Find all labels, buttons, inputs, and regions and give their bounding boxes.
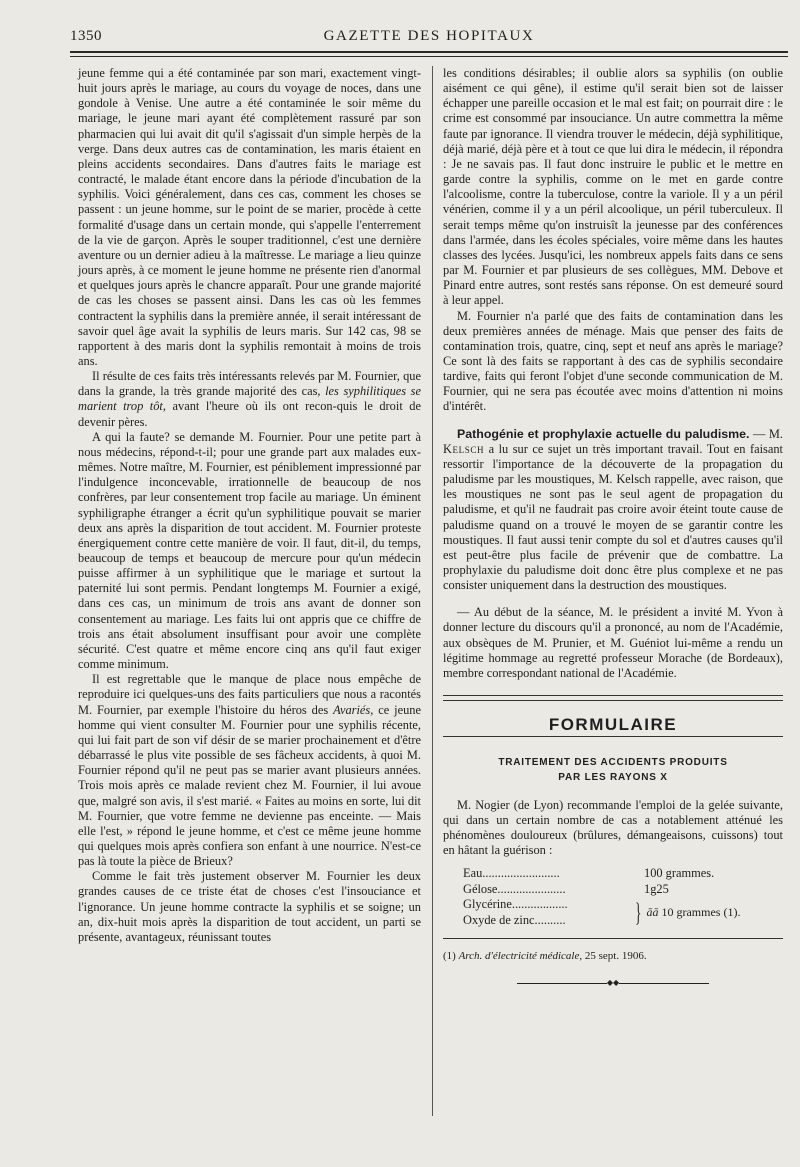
journal-title: GAZETTE DES HOPITAUX (323, 28, 535, 44)
paragraph-paludisme (443, 427, 783, 594)
section-heading: Pathogénie et prophylaxie actuelle du paludisme. (457, 426, 750, 441)
ingredient-name: Gélose...................... (463, 881, 566, 896)
emphasis-text: Avariés (333, 702, 371, 717)
right-column (443, 66, 783, 990)
formulaire-subtitle: TRAITEMENT DES ACCIDENTS PRODUITS (498, 757, 728, 769)
footnote (443, 949, 783, 963)
left-column (78, 66, 421, 945)
group-names (463, 897, 638, 928)
column-separator (432, 66, 433, 1116)
footnote-date: , 25 sept. 1906. (579, 950, 647, 963)
page-number: 1350 (70, 28, 102, 44)
ingredient-name: Oxyde de zinc.......... (463, 912, 566, 927)
text-run: — M. (749, 426, 783, 441)
text-run: , ce jeune homme qui vient consulter M. Fournier pour une syphilis récente, qui lui fait part de son vif désir de se marier prochainement et d'être débarrassé le plus vite possible de ses fâcheux accidents, à quoi M. Fournier répond qu'il ne peut pas se marier avant plusieurs années. Trois mois après ce malade revient chez M. Fournier, il lui avoue que, malgré son avis, il s'est marié. « Faites au moins en sorte, lui dit M. Fournier, que votre femme ne devienne pas enceinte. — Mais elle l'est, » répond le jeune homme, et c'est ce même jeune homme qui quelques mois après confiera son enfant à une nourrice. N'est-ce pas là toute la pièce de Brieux? (78, 702, 422, 869)
paragraph: les conditions désirables; il oublie alors sa syphilis (on oublie aisément ce qui gêne), il estime qu'il serait bien sot de laisser échapper une pareille occasion et le mal est fait; on pourrait dire : le crime est consommé par insouciance. Un autre commettra la même faute par ignorance. Il viendra trouver le médecin, déjà syphilitique, déjà marié, déjà père et à tout ce que lui dira le médecin, il répondra : Je ne savais pas. Il faut donc instruire le public et le mettre en garde contre la syphilis, comme on le met en garde contre l'alcoolisme, contre la tuberculose, contre la variole. Il y a un péril vénérien, comme il y a un péril alcoolique, un péril tuberculeux. Il serait temps même qu'on instruisît la jeunesse par des conférences dans l'armée, dans les écoles spéciales, voire même dans les hautes classes des lycées. Jusqu'ici, les nombreux appels faits dans ce sens par M. Fournier et par plusieurs de ses collègues, MM. Debove et Pinard entre autres, sont restés sans réponse. On est demeuré sourd à leur appel. (443, 66, 783, 308)
header-rule-thin (70, 56, 788, 57)
text-run: , avant l'heure où ils ont recon-quis le droit de devenir pères. (78, 399, 421, 429)
footnote-number: (1) (443, 950, 456, 963)
text-run: a lu sur ce sujet un très important travail. Tout en faisant ressortir l'importance de la découverte de la propagation du paludisme par les moustiques, M. Kelsch rappelle, avec raison, que les moustiques ne sont pas le seul agent de propagation du paludisme, et qu'il ne faudrait pas croire avoir éteint toute cause de paludisme quand on a trouvé le moyen de se garantir contre les moustiques. Il faut aussi tenir compte du sol et d'autres causes qu'il est peut-être plus facile de prévenir que de combattre. La prophylaxie du paludisme doit donc être plus complexe et ne pas consister uniquement dans la destruction des moustiques. (443, 441, 783, 593)
formulaire-subtitle: PAR LES RAYONS X (558, 772, 668, 784)
emphasis-text: les syphilitiques se marient trop tôt (78, 384, 422, 414)
recipe-item (463, 866, 783, 882)
group-amount (646, 905, 740, 921)
text-run: Il est regrettable que le manque de place nous empêche de reproduire ici quelques-uns des faits particuliers que nous a racontés M. Fournier, par exemple l'histoire du héros des (78, 672, 421, 717)
footnote-source: Arch. d'électricité médicale (458, 950, 580, 963)
brace-symbol: } (635, 897, 642, 927)
section-divider (443, 695, 783, 701)
formulaire-intro: M. Nogier (de Lyon) recommande l'emploi de la gelée suivante, qui dans un certain nombre de cas a notablement atténué les phénomènes douloureux (brûlures, démangeaisons, cuissons) tout en hâtant la guérison : (443, 797, 783, 858)
paragraph: A qui la faute? se demande M. Fournier. Pour une petite part à nous médecins, répond-t-il; pour une grande part aux malades eux-mêmes. Notre maître, M. Fournier, est péniblement impressionné par l'indulgence inconcevable, irrationnelle de beaucoup de nos confrères, par leur consentement trop facile au mariage. Un éminent syphiligraphe étranger a écrit qu'un syphilitique pouvait se marier deux ans après la disparition de tout accident. M. Fournier proteste énergiquement contre cette manière de voir. Il faut, dit-il, du temps, beaucoup de temps et beaucoup de mercure pour qu'un médecin puisse affirmer à un syphilitique que le mariage et surtout la paternité lui sont permis. Pendant longtemps M. Fournier a exigé, dans ces cas, un minimum de trois ans avant de donner son consentement au mariage. Les faits lui ont appris que ce chiffre de trois ans était absolument insuffisant pour avoir une complète sécurité. C'est quatre et même encore cinq ans qu'il faut exiger comme minimum. (78, 429, 421, 672)
ingredient-name: Glycérine.................. (463, 897, 568, 912)
text-run: Il résulte de ces faits très intéressants relevés par M. Fournier, que dans la grande, la très grande majorité des cas, (78, 369, 421, 399)
formulaire-title: FORMULAIRE (548, 715, 678, 735)
amount-text: 10 grammes (1). (661, 904, 741, 919)
paragraph: M. Fournier n'a parlé que des faits de contamination dans les deux premières années de ménage. Mais que penser des faits de contamination trois, quatre, cinq, sept et neuf ans après le mariage? Ce sont là des faits se rapportant à des cas de syphilis secondaire tardive, faits qui feront l'objet d'une seconde communication de M. Fournier, qui ne sera pas écoutée avec moins d'attention ni moins d'intérêt. (443, 308, 783, 414)
paragraph: Comme le fait très justement observer M. Fournier les deux grandes causes de ce triste état de choses c'est l'insouciance et l'ignorance. Un jeune homme contracte la syphilis et se soigne; un an, dix-huit mois après la disparition de tout accident, un parti se présente, avantageux, réunissant toutes (78, 869, 421, 944)
ana-abbreviation: āā (646, 904, 659, 919)
recipe-list (463, 866, 783, 928)
author-name: Kelsch (443, 441, 485, 456)
paragraph (78, 369, 421, 430)
end-ornament: ◆◆ (443, 975, 783, 990)
recipe-item (463, 882, 783, 898)
footnote-rule (443, 938, 783, 939)
page-header (70, 28, 788, 50)
ingredient-amount: 1g25 (644, 881, 669, 896)
title-underline (443, 736, 783, 737)
paragraph: — Au début de la séance, M. le président a invité M. Yvon à donner lecture du discours qu'il a prononcé, au nom de l'Académie, aux obsèques de M. Prunier, et M. Guéniot lui-même a rendu un légitime hommage au regretté professeur Morache (de Bordeaux), membre correspondant national de l'Académie. (443, 605, 783, 680)
paragraph (78, 672, 421, 869)
paragraph: jeune femme qui a été contaminée par son mari, exactement vingt-huit jours après le mariage, au cours du voyage de noces, dans une gondole à Venise. Une autre a été contaminée le soir même du mariage, le jeune mari ayant été complètement rassuré par son pharmacien qui lui avait dit qu'il s'agissait d'un simple herpès de la verge. Dans deux autres cas de contamination, les maris étaient en pleins accidents secondaires. Dans d'autres faits le mariage est contracté, le malade étant encore dans la période d'incubation de la syphilis. Voici généralement, dans ces cas, comment les choses se passent : un jeune homme, sur le point de se marier, procède à cette formalité d'usage dans un certain monde, qui s'appelle l'enterrement de la vie de garçon. Après le souper traditionnel, c'est une dernière aventure ou un dernier adieu à la maîtresse. Le mariage a lieu quinze jours après, à ce moment le jeune homme ne présente rien d'anormal et quelques jours après le chancre apparaît. Pour une grande majorité de cas les choses se passent ainsi. Dans les cas où les femmes contractent la syphilis dans la première année, il serait intéressant de savoir quel âge avait la syphilis de leurs maris. Sur 142 cas, 98 se rapportent à des maris dont la syphilis remontait à moins de trois ans. (78, 66, 421, 368)
ingredient-name: Eau......................... (463, 866, 560, 881)
ingredient-amount: 100 grammes. (644, 866, 715, 881)
header-rule-thick (70, 51, 788, 53)
recipe-group (463, 897, 783, 928)
